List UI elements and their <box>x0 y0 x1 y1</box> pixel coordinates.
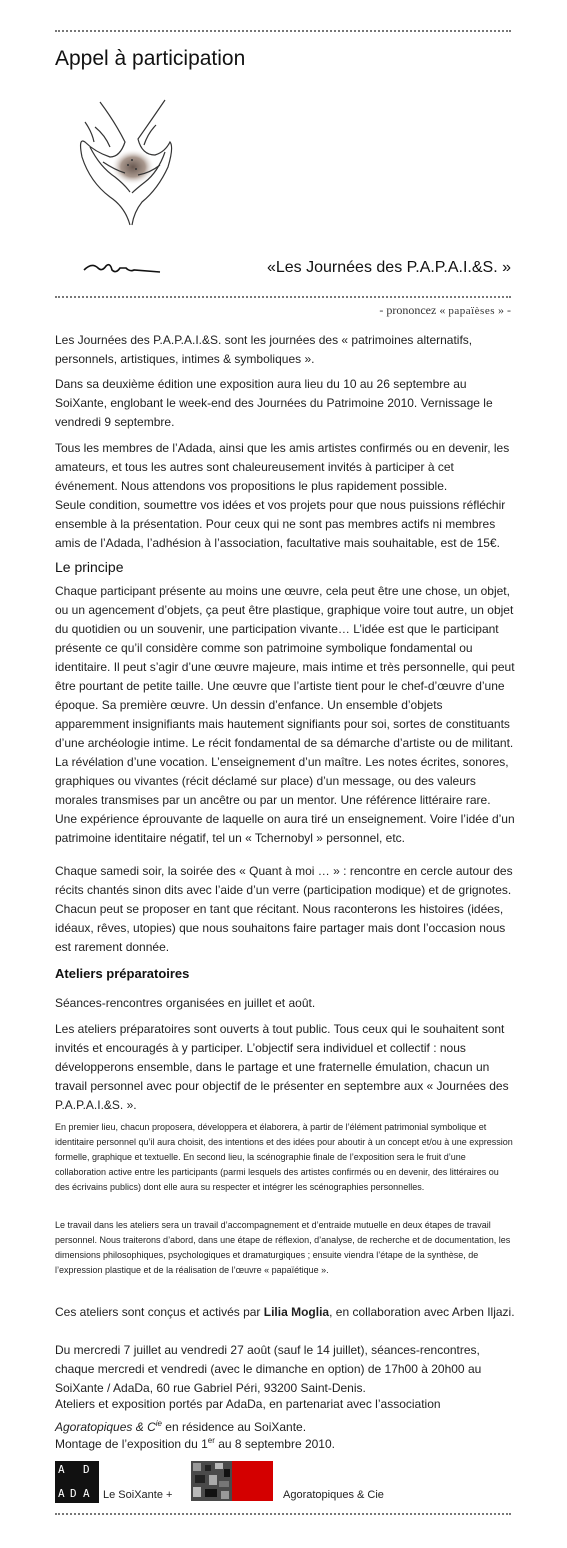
author-name: Lilia Moglia <box>263 1305 330 1319</box>
ateliers-partners: Ateliers et exposition portés par AdaDa, en partenariat avec l’association Agoratopiques & $C^{ie}$ en résidence au SoiXante. <box>55 1397 441 1434</box>
logo-letter: A <box>58 1463 65 1476</box>
agoratopiques-label: Agoratopiques & Cie <box>283 1489 384 1501</box>
ateliers-heading: Ateliers préparatoires <box>55 966 190 981</box>
logo-letter: A <box>83 1487 90 1500</box>
ateliers-paragraph-2: Les ateliers préparatoires sont ouverts à tout public. Tous ceux qui le souhaitent sont invités et encouragés à y participer. L’objectif sera individuel et collectif : nous développerons ensemble, dans le partage et une fraternelle émulation, chacun un travail personnel avec pour objectif de le présenter en septembre aux « Journées des P.A.P.A.I.&S. ». <box>55 1022 509 1112</box>
pronunciation-note: - prononcez « papaïèses » - <box>379 303 511 317</box>
ateliers-small-paragraph-1: En premier lieu, chacun proposera, développera et élaborera, à partir de l’élément patrimonial symbolique et identitaire personnel qu’il aura choisit, des intentions et des idées pour aboutir à un concept et/ou à une expression formelle, graphique et textuelle. En second lieu, la scénographie finale de l’exposition sera le fruit d’une collaboration active entre les participants (parmi lesquels des artistes confirmés ou en devenir, des littéraires ou des écrivains publics) dont elle aura su respecter et intégrer les scénographies personnelles. <box>55 1122 513 1192</box>
intro-paragraph-3 <box>55 439 515 553</box>
ateliers-credits: Ces ateliers sont conçus et activés par Lilia Moglia, en collaboration avec Arben Iljazi. <box>55 1305 515 1319</box>
hands-drawing <box>70 97 180 227</box>
intro-paragraph-3a: Tous les membres de l’Adada, ainsi que les amis artistes confirmés ou en devenir, les amateurs, et tous les autres sont chaleureusement invités à participer à cet événement. Nous attendons vos propositions le plus rapidement possible. <box>55 441 510 493</box>
ateliers-schedule: Du mercredi 7 juillet au vendredi 27 août (sauf le 14 juillet), séances-rencontres, chaque mercredi et vendredi (avec le dimanche en option) de 17h00 à 20h00 au SoiXante / AdaDa, 60 rue Gabriel Péri, 93200 Saint-Denis. <box>55 1343 482 1395</box>
ateliers-paragraph-1: Séances-rencontres organisées en juillet et août. <box>55 996 316 1010</box>
signature-scribble <box>82 260 162 276</box>
soixante-label: Le SoiXante + <box>103 1489 173 1501</box>
logo-letter: D <box>70 1487 77 1500</box>
event-subtitle: «Les Journées des P.A.P.A.I.&S. » <box>266 259 511 276</box>
bottom-dotted-divider <box>55 1513 511 1515</box>
top-dotted-divider <box>55 30 511 32</box>
intro-paragraph-1: Les Journées des P.A.P.A.I.&S. sont les journées des « patrimoines alternatifs, personnels, artistiques, intimes & symboliques ». <box>55 333 473 366</box>
logo-letter: D <box>83 1463 90 1476</box>
intro-paragraph-2: Dans sa deuxième édition une exposition aura lieu du 10 au 26 septembre au SoiXante, englobant le week-end des Journées du Patrimoine 2010. Vernissage le vendredi 9 septembre. <box>55 377 493 429</box>
intro-paragraph-3b: Seule condition, soumettre vos idées et vos projets pour que nous puissions réfléchir ensemble à la présentation. Pour ceux qui ne sont pas membres actifs ni membres amis de l’Adada, l’adhésion à l’association, facultative mais souhaitable, est de 15€. <box>55 498 506 550</box>
principe-paragraph-2: Chaque samedi soir, la soirée des « Quant à moi … » : rencontre en cercle autour des récits chantés sinon dits avec l’aide d’un verre (participation modique) et de grignotes. Chacun peut se proposer en tant que récitant. Nous raconterons les histoires (idées, idéaux, rêves, utopies) que nous souhaitons faire partager mais dont l’occasion nous est rarement donnée. <box>55 864 513 954</box>
ateliers-montage: Montage de l’exposition du 1er au 8 septembre 2010. <box>55 1436 335 1451</box>
principe-paragraph-1: Chaque participant présente au moins une œuvre, cela peut être une chose, un objet, ou un agencement d’objets, ça peut être plastique, graphique voire tout autre, un objet du quotidien ou un souvenir, une participation vivante… L’idée est que le participant présente ce qu’il considère comme son patrimoine symbolique fondamental ou identitaire. Il peut s’agir d’une œuvre majeure, mais intime et très personnelle, qui peut être pourtant de petite taille. Une œuvre que l’artiste tient pour le chef-d’œuvre d’une époque. Sa première œuvre. Un dessin d’enfance. Un ensemble d’objets apparemment insignifiants mais hautement signifiants pour soi, sortes de constituants d’une archéologie intime. Le récit fondamental de sa démarche d’artiste ou de militant. La révélation d’une vocation. L’enseignement d’un maître. Les notes écrites, sonores, graphiques ou vivantes (récit déclamé sur place) d’un message, ou des valeurs morales transmises par un ancêtre ou par un mentor. Une référence littéraire rare. Une expérience éprouvante de laquelle on aura tiré un enseignement. Voire l’idée d’un patrimoine identitaire négatif, tel un « Tchernobyl » personnel, etc. <box>55 584 515 845</box>
agoratopiques-logo <box>191 1461 273 1501</box>
logo-letter: A <box>58 1487 65 1500</box>
ateliers-small-paragraph-2: Le travail dans les ateliers sera un travail d’accompagnement et d’entraide mutuelle en deux étapes de travail personnel. Nous traiterons d’abord, dans une étape de réflexion, d’analyse, de recherche et de documentation, les dimensions philosophiques, psychologiques et dramaturgiques ; ensuite viendra l’étape de la synthèse, de l’expression plastique et de la réalisation de l’œuvre « papaïétique ». <box>55 1220 511 1275</box>
page-title: Appel à participation <box>55 47 246 70</box>
adada-logo <box>55 1461 99 1503</box>
middle-dotted-divider <box>55 296 511 298</box>
principe-heading: Le principe <box>55 559 124 575</box>
